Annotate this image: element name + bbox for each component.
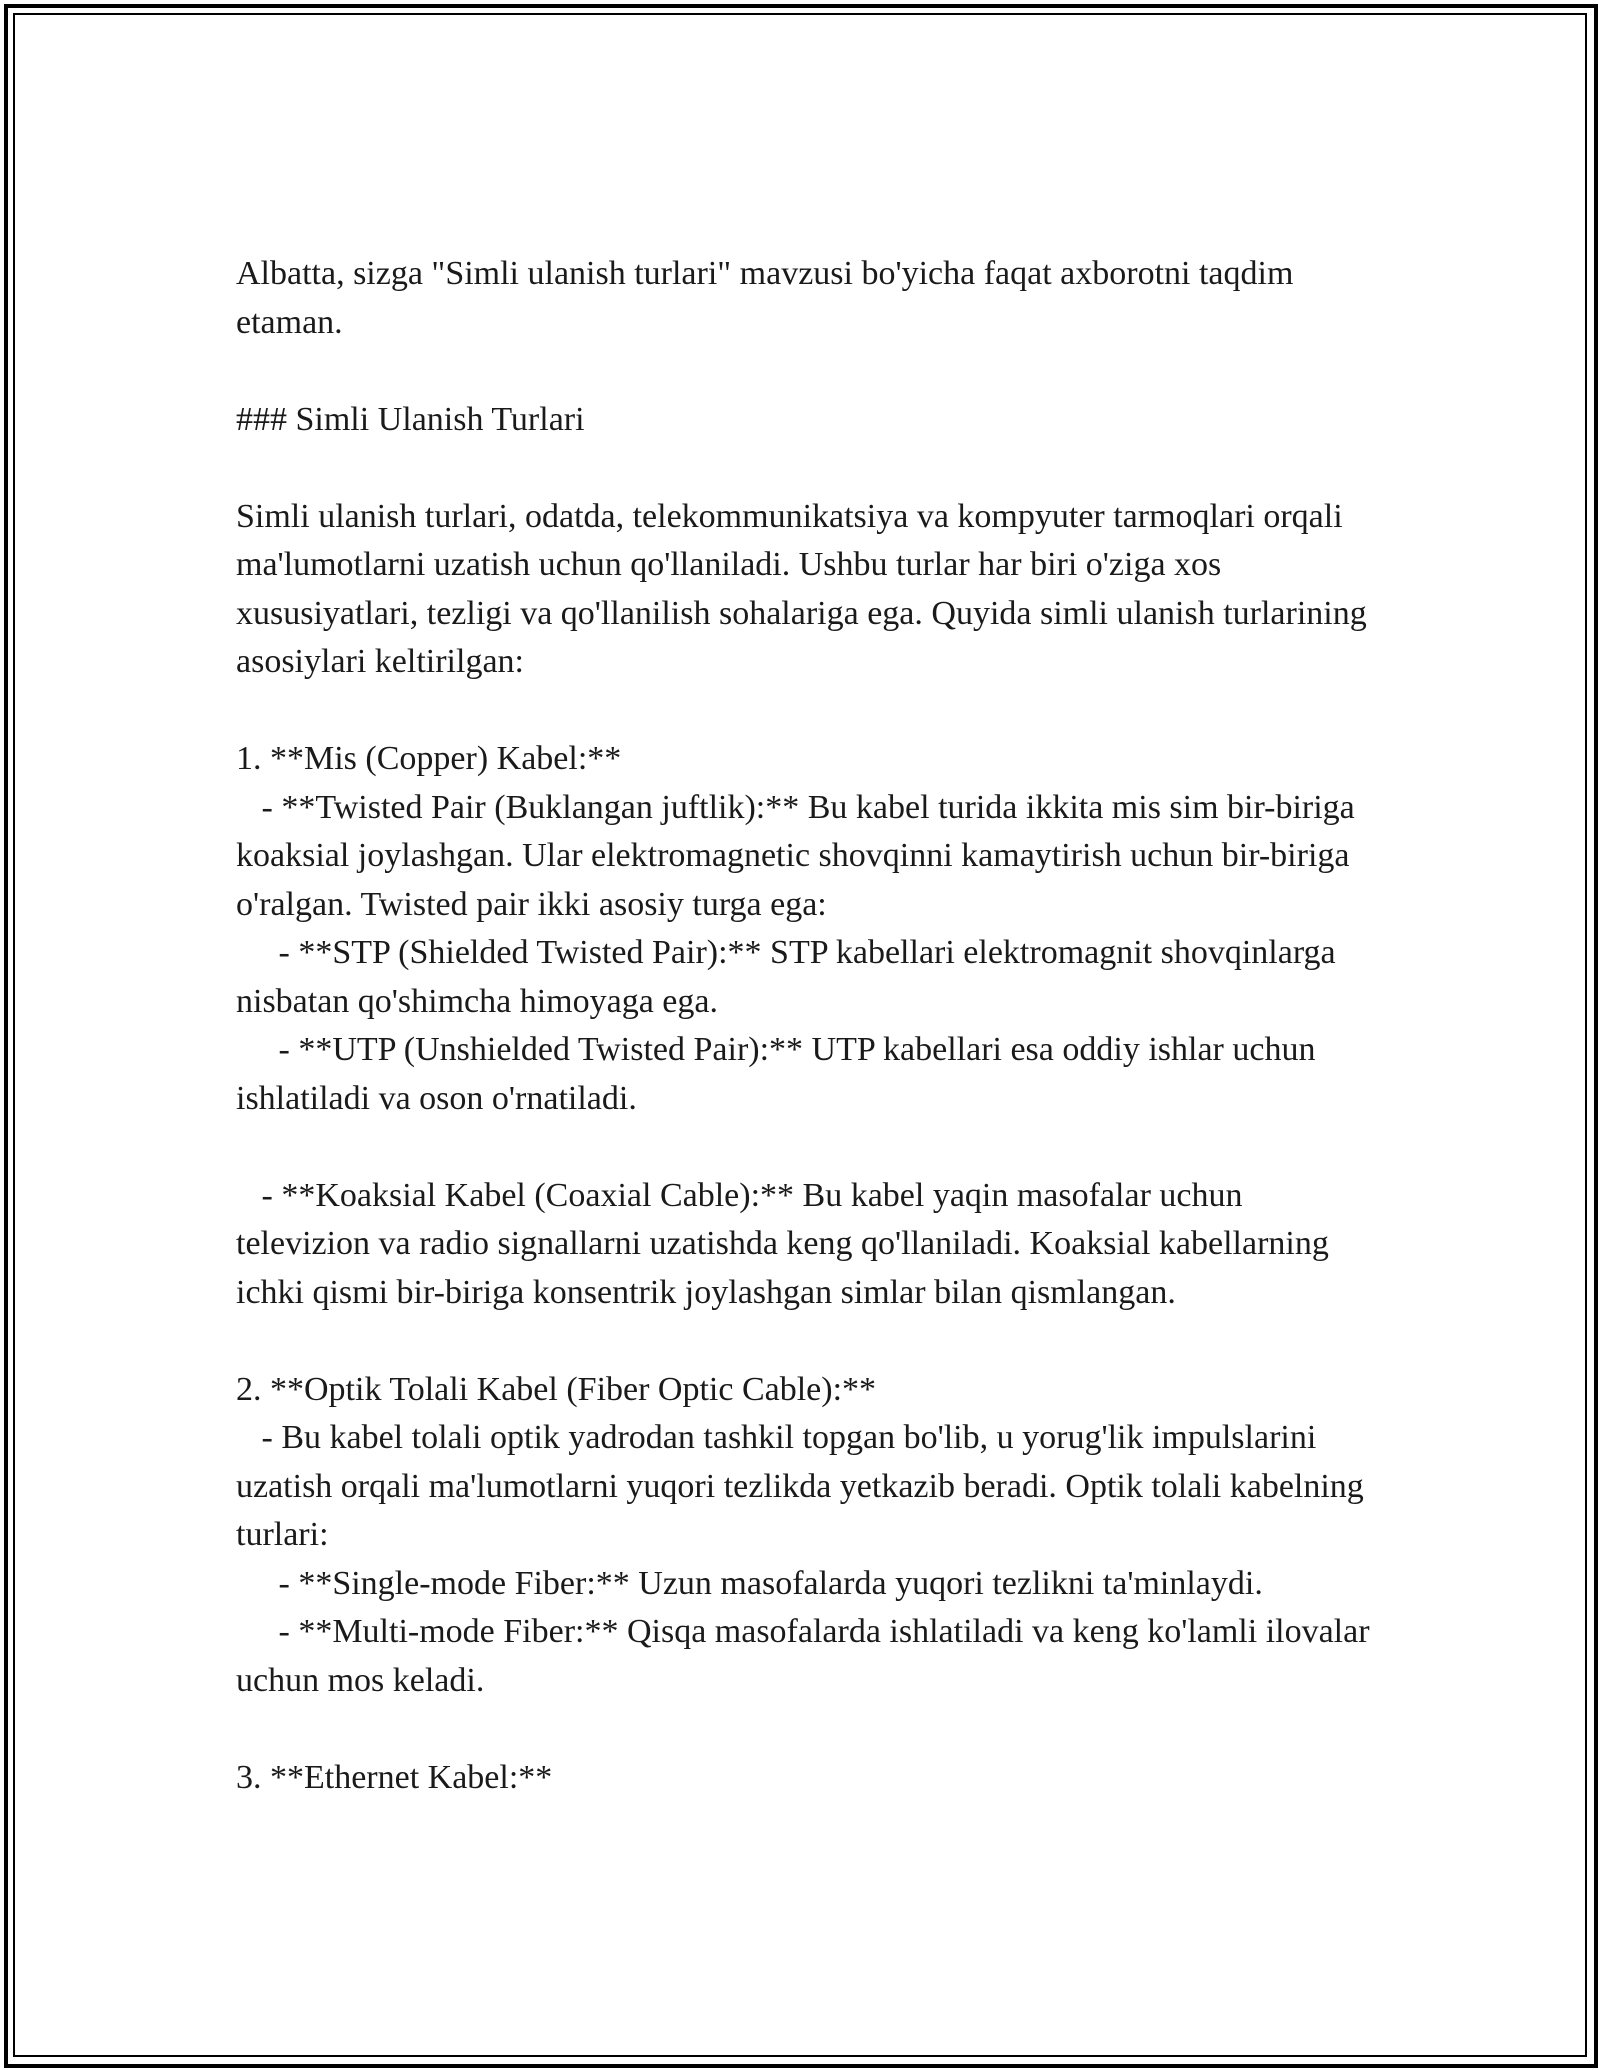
list-item-stp: - **STP (Shielded Twisted Pair):** STP kabellari elektromagnit shovqinlarga nisbatan qo'shimcha himoyaga ega. [236,934,1345,1020]
intro-paragraph: Albatta, sizga "Simli ulanish turlari" mavzusi bo'yicha faqat axborotni taqdim etaman. [236,255,1302,341]
spacer [236,1123,1376,1172]
section-heading: ### Simli Ulanish Turlari [236,400,585,438]
list-item-multi-mode: - **Multi-mode Fiber:** Qisqa masofalarda ishlatiladi va keng ko'lamli ilovalar uchun mos keladi. [236,1613,1379,1699]
document-body [236,250,1379,1802]
list-item-coaxial: - **Koaksial Kabel (Coaxial Cable):** Bu kabel yaqin masofalar uchun televizion va radio signallarni uzatishda keng qo'llaniladi. Koaksial kabellarning ichki qismi bir-biriga konsentrik joylashgan simlar bilan qismlangan. [236,1176,1338,1311]
spacer [236,1705,1376,1754]
list-item-utp: - **UTP (Unshielded Twisted Pair):** UTP kabellari esa oddiy ishlar uchun ishlatiladi va oson o'rnatiladi. [236,1031,1324,1117]
list-item-single-mode: - **Single-mode Fiber:** Uzun masofalarda yuqori tezlikni ta'minlaydi. [236,1564,1263,1602]
overview-paragraph: Simli ulanish turlari, odatda, telekommunikatsiya va kompyuter tarmoqlari orqali ma'lumotlarni uzatish uchun qo'llaniladi. Ushbu turlar har biri o'ziga xos xususiyatlari, tezligi va qo'llanilish sohalariga ega. Quyida simli ulanish turlarining asosiylari keltirilgan: [236,497,1376,680]
list-item-copper-title: 1. **Mis (Copper) Kabel:** [236,740,622,777]
spacer [236,347,1376,396]
list-item-fiber-title: 2. **Optik Tolali Kabel (Fiber Optic Cable):** [236,1370,877,1408]
spacer [236,687,1376,736]
list-item-fiber-desc: - Bu kabel tolali optik yadrodan tashkil topgan bo'lib, u yorug'lik impulslarini uzatish orqali ma'lumotlarni yuqori tezlikda yetkazib beradi. Optik tolali kabelning turlari: [236,1419,1373,1553]
spacer [236,444,1376,493]
spacer [236,1317,1376,1366]
list-item-ethernet-title: 3. **Ethernet Kabel:** [236,1758,553,1796]
list-item-twisted-pair: - **Twisted Pair (Buklangan juftlik):** Bu kabel turida ikkita mis sim bir-biriga koaksial joylashgan. Ular elektromagnetic shovqinni kamaytirish uchun bir-biriga o'ralgan. Twisted pair ikki asosiy turga ega: [236,788,1364,923]
